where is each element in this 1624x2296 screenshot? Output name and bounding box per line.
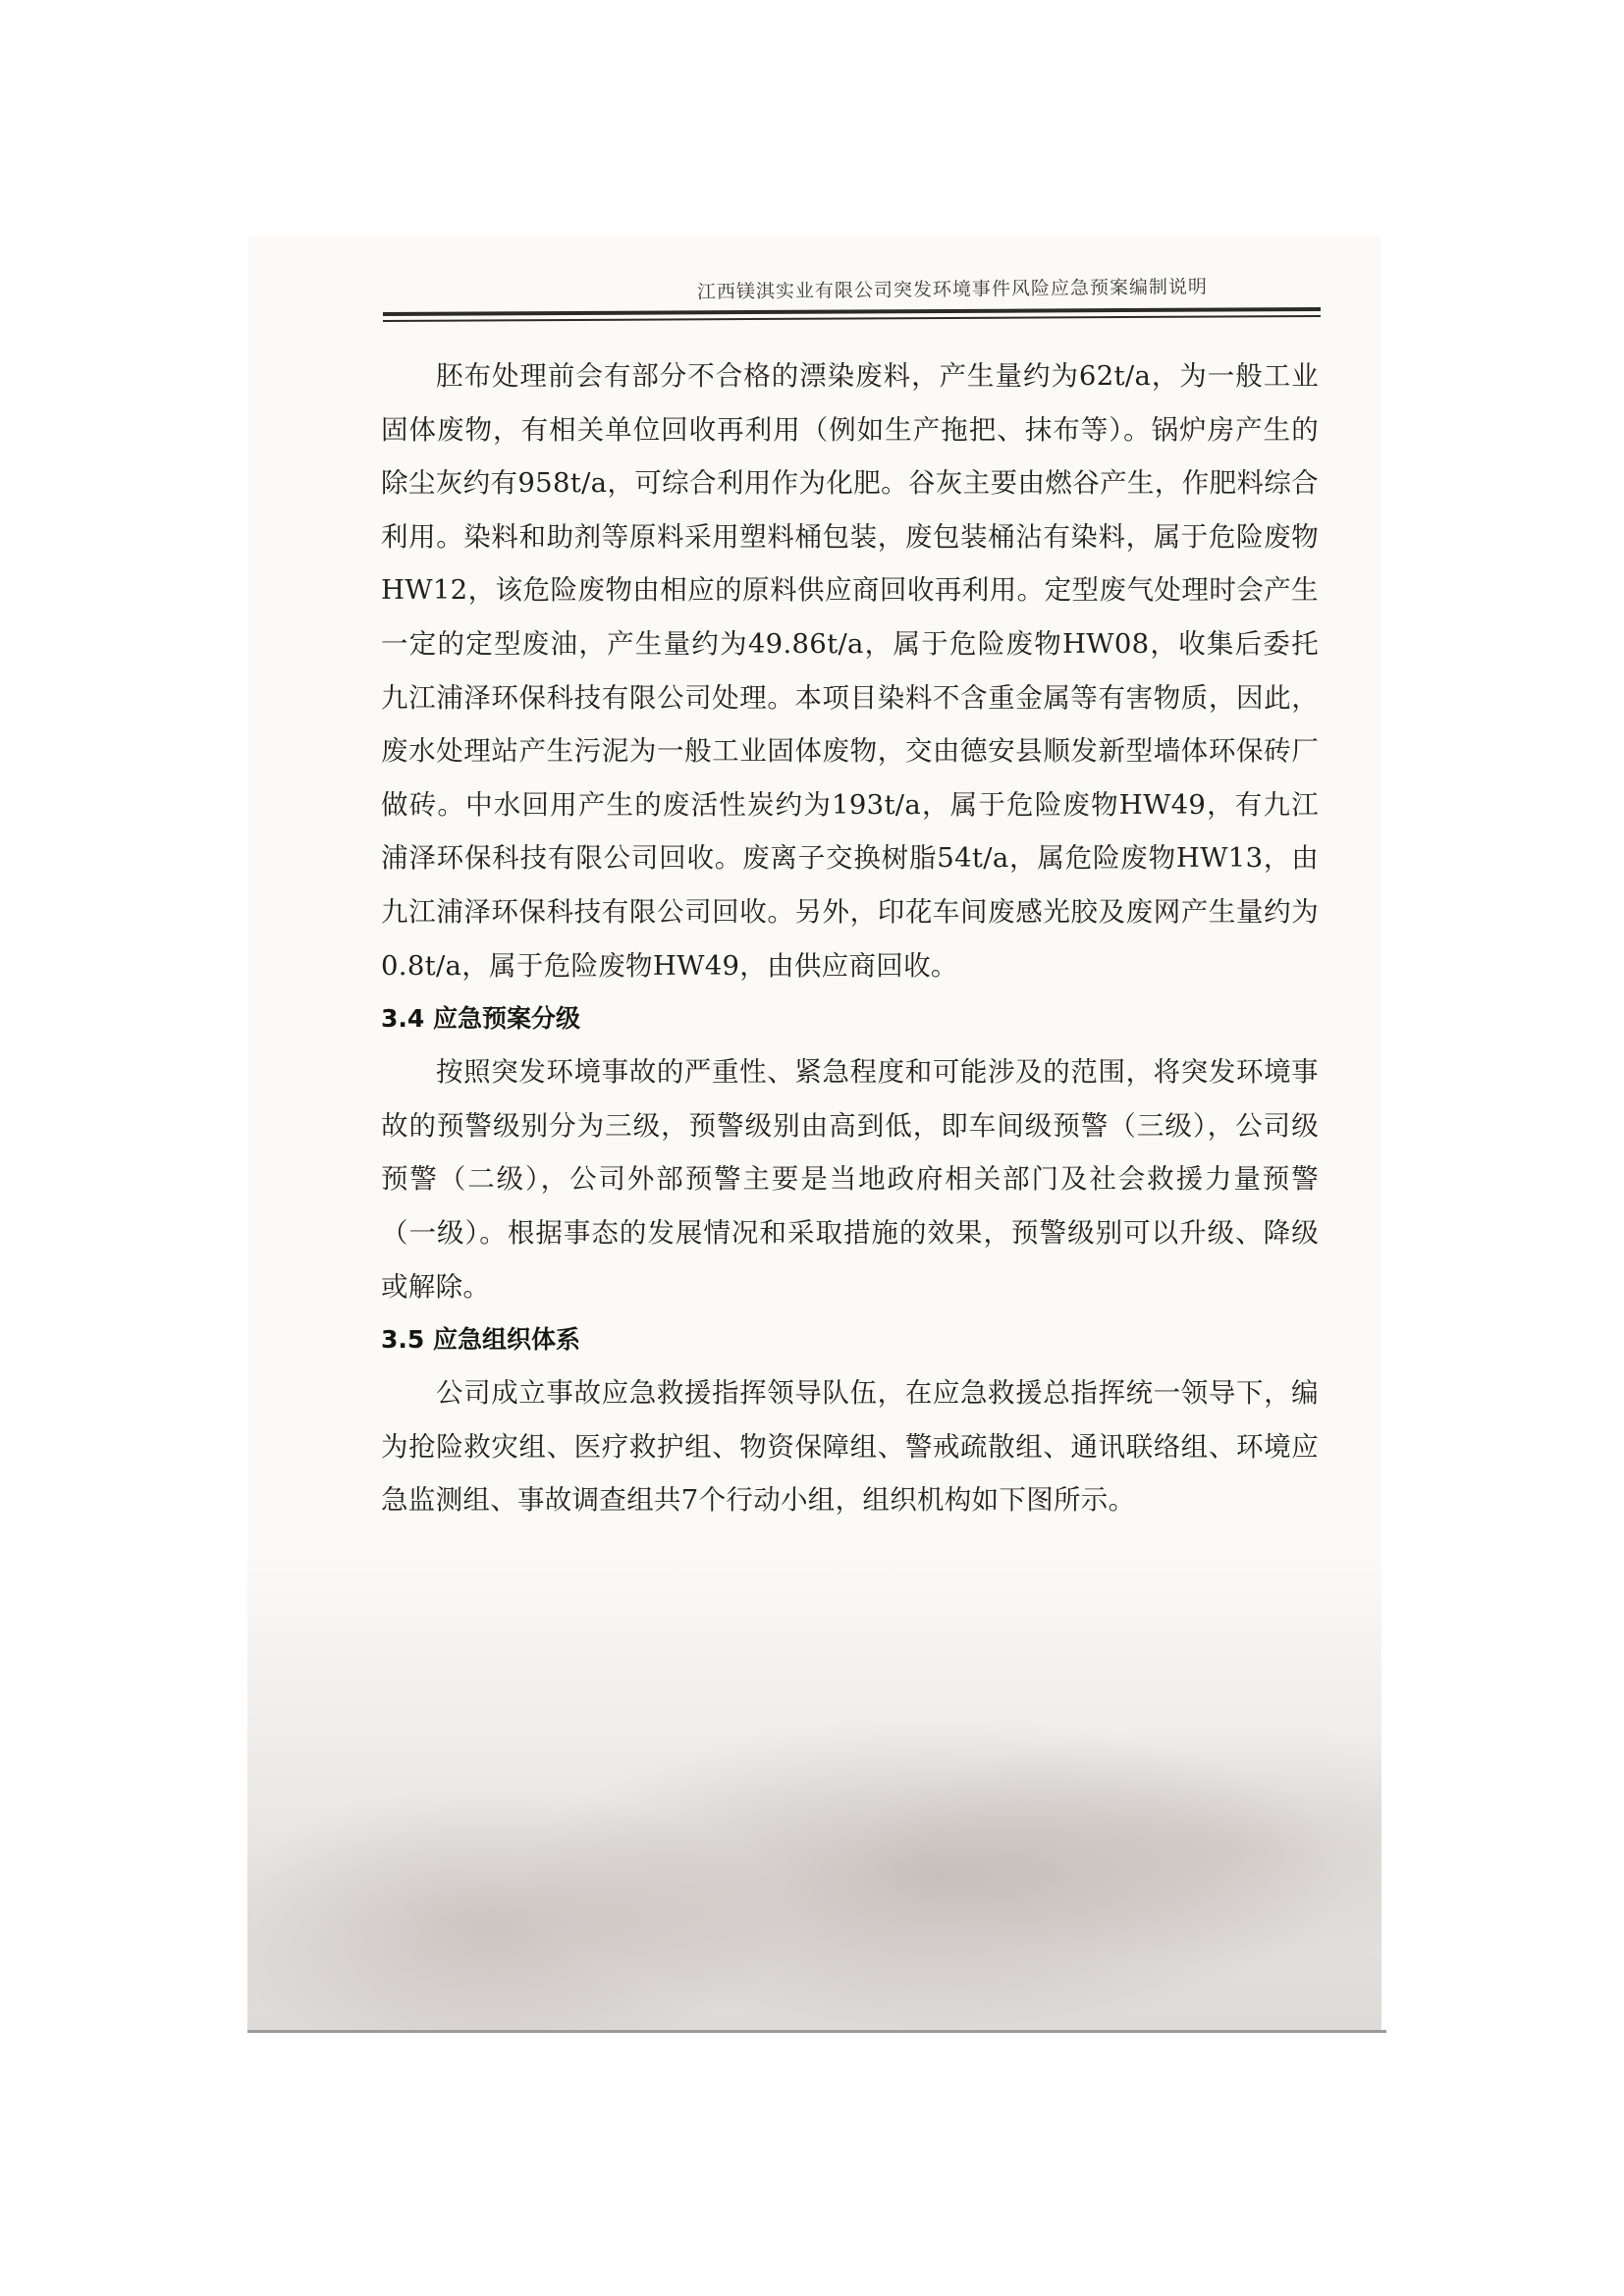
scan-shadow [247, 1551, 1381, 2032]
section-heading-3-5: 3.5 应急组织体系 [381, 1325, 580, 1355]
page-edge [247, 2030, 1386, 2033]
section-heading-3-4: 3.4 应急预案分级 [381, 1004, 580, 1034]
running-header: 江西镁淇实业有限公司突发环境事件风险应急预案编制说明 [696, 276, 1209, 303]
paragraph-organization: 公司成立事故应急救援指挥领导队伍，在应急救援总指挥统一领导下，编为抢险救灾组、医疗救护组、物资保障组、警戒疏散组、通讯联络组、环境应急监测组、事故调查组共7个行动小组，组织机构如下图所示。 [381, 1377, 1319, 1517]
paragraph-solid-waste: 胚布处理前会有部分不合格的漂染废料，产生量约为62t/a，为一般工业固体废物，有相关单位回收再利用（例如生产拖把、抹布等）。锅炉房产生的除尘灰约有958t/a，可综合利用作为化肥。谷灰主要由燃谷产生，作肥料综合利用。染料和助剂等原料采用塑料桶包装，废包装桶沾有染料，属于危险废物HW12，该危险废物由相应的原料供应商回收再利用。定型废气处理时会产生一定的定型废油，产生量约为49.86t/a，属于危险废物HW08，收集后委托九江浦泽环保科技有限公司处理。本项目染料不含重金属等有害物质，因此，废水处理站产生污泥为一般工业固体废物，交由德安县顺发新型墙体环保砖厂做砖。中水回用产生的废活性炭约为193t/a，属于危险废物HW49，有九江浦泽环保科技有限公司回收。废离子交换树脂54t/a，属危险废物HW13，由九江浦泽环保科技有限公司回收。另外，印花车间废感光胶及废网产生量约为0.8t/a，属于危险废物HW49，由供应商回收。 [381, 360, 1319, 982]
page-body [381, 349, 1319, 1527]
paragraph-warning-levels: 按照突发环境事故的严重性、紧急程度和可能涉及的范围，将突发环境事故的预警级别分为三级，预警级别由高到低，即车间级预警（三级），公司级预警（二级），公司外部预警主要是当地政府相关部门及社会救援力量预警（一级）。根据事态的发展情况和采取措施的效果，预警级别可以升级、降级或解除。 [381, 1056, 1319, 1303]
